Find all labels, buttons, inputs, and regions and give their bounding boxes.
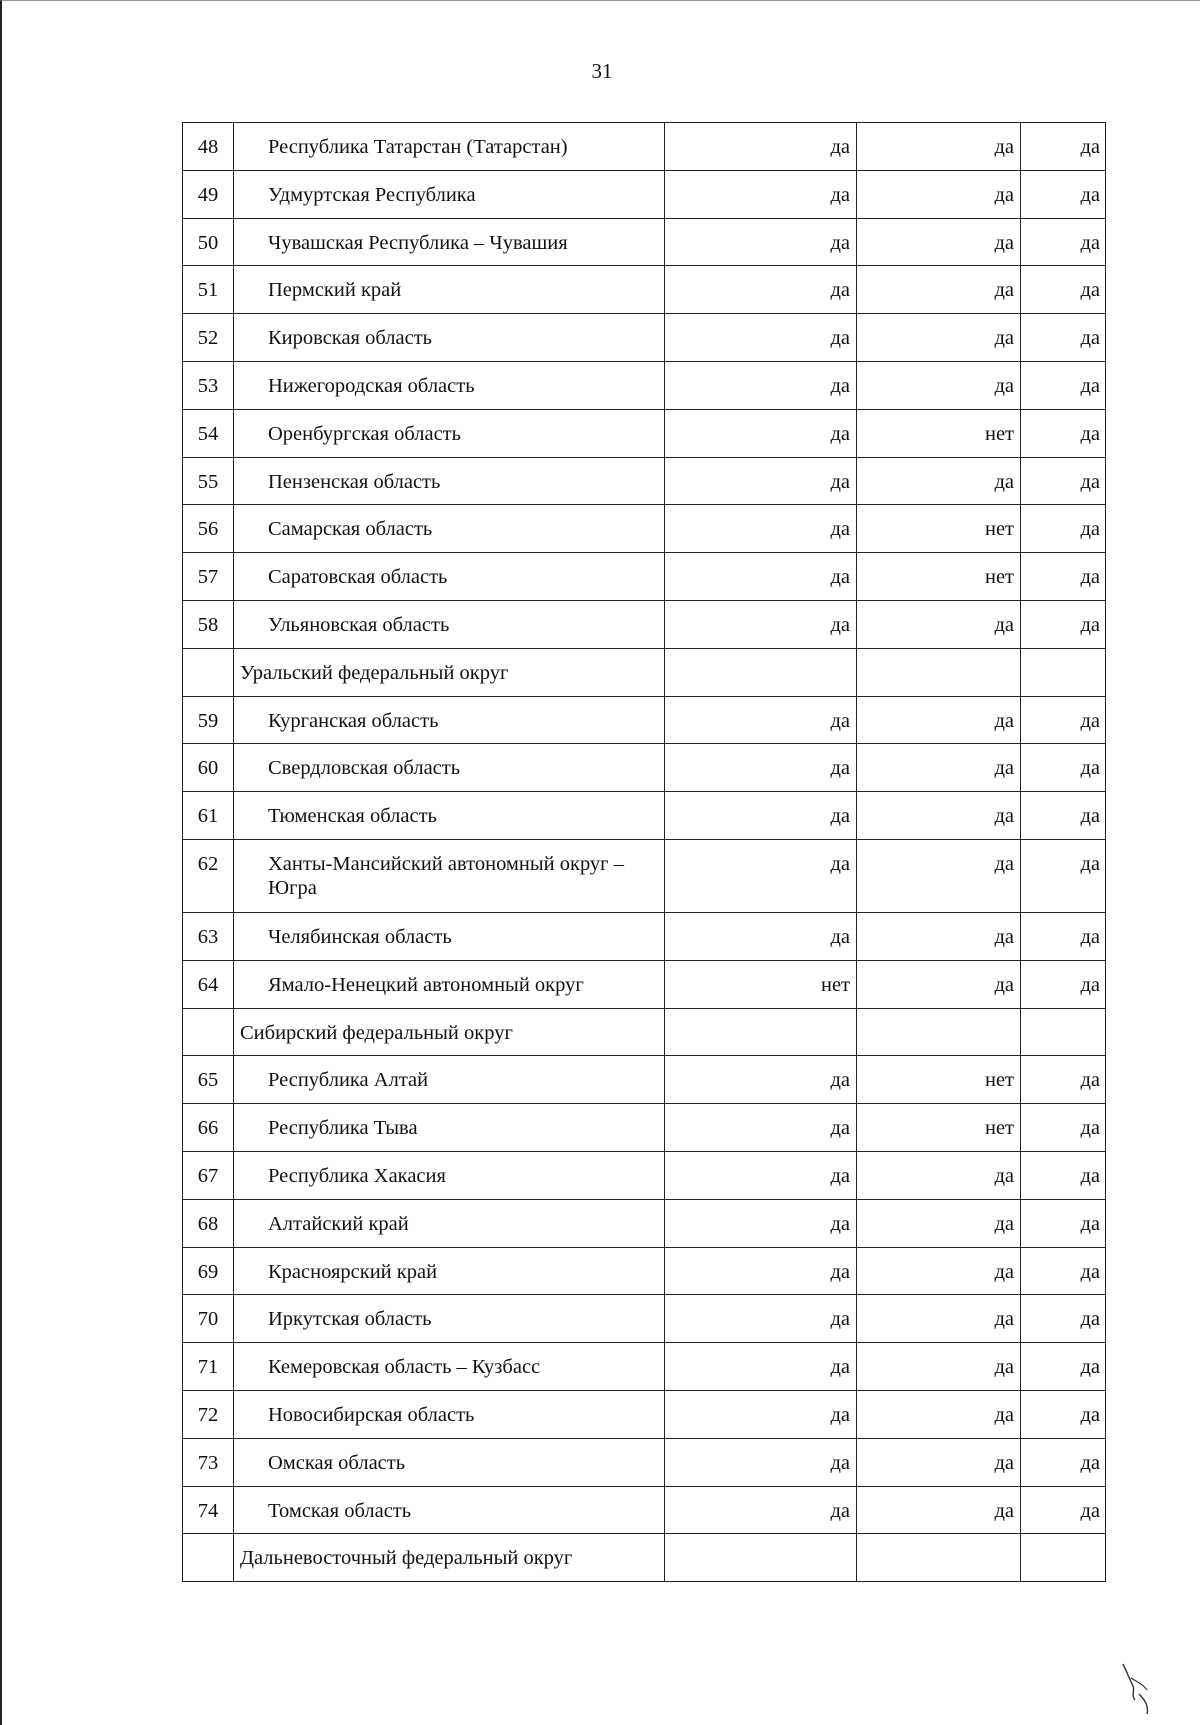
- table-row: [183, 1247, 1106, 1295]
- value-cell-col1: да: [665, 409, 857, 457]
- region-name-cell: Самарская область: [234, 505, 665, 553]
- region-name-cell: Тюменская область: [234, 792, 665, 840]
- value-cell-col3: да: [1021, 1199, 1106, 1247]
- value-cell-col1: да: [665, 361, 857, 409]
- value-cell-col1: да: [665, 600, 857, 648]
- value-cell-col3: [1021, 1534, 1106, 1582]
- value-cell-col3: да: [1021, 1295, 1106, 1343]
- region-name-cell: Республика Хакасия: [234, 1151, 665, 1199]
- value-cell-col3: да: [1021, 1151, 1106, 1199]
- row-number-cell: 58: [183, 600, 234, 648]
- value-cell-col1: да: [665, 1199, 857, 1247]
- region-name-cell: Красноярский край: [234, 1247, 665, 1295]
- value-cell-col2: да: [857, 266, 1021, 314]
- value-cell-col2: да: [857, 123, 1021, 171]
- row-number-cell: 56: [183, 505, 234, 553]
- table-row: [183, 1151, 1106, 1199]
- value-cell-col3: да: [1021, 361, 1106, 409]
- section-row: [183, 1008, 1106, 1056]
- value-cell-col3: да: [1021, 912, 1106, 960]
- value-cell-col3: да: [1021, 218, 1106, 266]
- region-name-cell: Томская область: [234, 1486, 665, 1534]
- row-number-cell: 48: [183, 123, 234, 171]
- table-row: [183, 409, 1106, 457]
- table-row: [183, 1199, 1106, 1247]
- value-cell-col3: да: [1021, 1343, 1106, 1391]
- row-number-cell: 59: [183, 696, 234, 744]
- value-cell-col2: да: [857, 1438, 1021, 1486]
- value-cell-col2: да: [857, 1343, 1021, 1391]
- table-row: [183, 744, 1106, 792]
- region-name-cell: Саратовская область: [234, 553, 665, 601]
- row-number-cell: 67: [183, 1151, 234, 1199]
- section-row: [183, 648, 1106, 696]
- page-number: 31: [591, 59, 613, 83]
- row-number-cell: 54: [183, 409, 234, 457]
- value-cell-col3: да: [1021, 409, 1106, 457]
- table-row: [183, 696, 1106, 744]
- value-cell-col1: да: [665, 123, 857, 171]
- value-cell-col2: да: [857, 314, 1021, 362]
- value-cell-col1: [665, 1534, 857, 1582]
- value-cell-col1: да: [665, 505, 857, 553]
- value-cell-col2: да: [857, 1486, 1021, 1534]
- value-cell-col1: да: [665, 457, 857, 505]
- value-cell-col2: да: [857, 218, 1021, 266]
- value-cell-col1: да: [665, 792, 857, 840]
- value-cell-col3: да: [1021, 744, 1106, 792]
- table-row: [183, 123, 1106, 171]
- value-cell-col2: да: [857, 1199, 1021, 1247]
- value-cell-col3: да: [1021, 1056, 1106, 1104]
- row-number-cell: [183, 1534, 234, 1582]
- value-cell-col3: да: [1021, 1486, 1106, 1534]
- section-title-cell: Дальневосточный федеральный округ: [234, 1534, 665, 1582]
- value-cell-col3: [1021, 1008, 1106, 1056]
- row-number-cell: 64: [183, 960, 234, 1008]
- region-name-cell: Республика Тыва: [234, 1104, 665, 1152]
- value-cell-col3: да: [1021, 457, 1106, 505]
- table-row: [183, 792, 1106, 840]
- row-number-cell: 70: [183, 1295, 234, 1343]
- row-number-cell: 60: [183, 744, 234, 792]
- row-number-cell: 61: [183, 792, 234, 840]
- value-cell-col3: да: [1021, 600, 1106, 648]
- value-cell-col1: [665, 1008, 857, 1056]
- value-cell-col2: [857, 648, 1021, 696]
- row-number-cell: [183, 648, 234, 696]
- row-number-cell: 72: [183, 1390, 234, 1438]
- value-cell-col3: да: [1021, 1104, 1106, 1152]
- row-number-cell: 69: [183, 1247, 234, 1295]
- table-row: [183, 218, 1106, 266]
- value-cell-col3: да: [1021, 553, 1106, 601]
- row-number-cell: 73: [183, 1438, 234, 1486]
- value-cell-col2: [857, 1008, 1021, 1056]
- row-number-cell: 62: [183, 839, 234, 912]
- table-row: [183, 1486, 1106, 1534]
- value-cell-col2: да: [857, 792, 1021, 840]
- value-cell-col2: да: [857, 696, 1021, 744]
- row-number-cell: 68: [183, 1199, 234, 1247]
- row-number-cell: 49: [183, 170, 234, 218]
- value-cell-col2: да: [857, 1295, 1021, 1343]
- value-cell-col1: да: [665, 1438, 857, 1486]
- row-number-cell: 66: [183, 1104, 234, 1152]
- section-row: [183, 1534, 1106, 1582]
- table-row: [183, 1438, 1106, 1486]
- table-row: [183, 1343, 1106, 1391]
- value-cell-col1: да: [665, 1104, 857, 1152]
- value-cell-col1: да: [665, 839, 857, 912]
- table-row: [183, 1295, 1106, 1343]
- value-cell-col1: да: [665, 1390, 857, 1438]
- value-cell-col3: да: [1021, 505, 1106, 553]
- value-cell-col2: да: [857, 1151, 1021, 1199]
- table-row: [183, 314, 1106, 362]
- value-cell-col2: да: [857, 457, 1021, 505]
- row-number-cell: 63: [183, 912, 234, 960]
- region-name-cell: Пермский край: [234, 266, 665, 314]
- value-cell-col2: нет: [857, 409, 1021, 457]
- row-number-cell: 53: [183, 361, 234, 409]
- value-cell-col2: нет: [857, 505, 1021, 553]
- value-cell-col1: да: [665, 1247, 857, 1295]
- value-cell-col3: да: [1021, 696, 1106, 744]
- value-cell-col3: да: [1021, 1438, 1106, 1486]
- value-cell-col3: да: [1021, 1247, 1106, 1295]
- value-cell-col3: да: [1021, 792, 1106, 840]
- region-name-cell: Кемеровская область – Кузбасс: [234, 1343, 665, 1391]
- value-cell-col1: да: [665, 1151, 857, 1199]
- table-row: [183, 839, 1106, 912]
- value-cell-col1: да: [665, 170, 857, 218]
- row-number-cell: 71: [183, 1343, 234, 1391]
- region-name-cell: Оренбургская область: [234, 409, 665, 457]
- table-row: [183, 1056, 1106, 1104]
- value-cell-col3: да: [1021, 266, 1106, 314]
- value-cell-col2: да: [857, 744, 1021, 792]
- value-cell-col2: да: [857, 960, 1021, 1008]
- value-cell-col2: нет: [857, 1056, 1021, 1104]
- value-cell-col3: да: [1021, 1390, 1106, 1438]
- region-name-cell: Курганская область: [234, 696, 665, 744]
- row-number-cell: 50: [183, 218, 234, 266]
- row-number-cell: 55: [183, 457, 234, 505]
- region-name-cell: Иркутская область: [234, 1295, 665, 1343]
- table-row: [183, 960, 1106, 1008]
- value-cell-col2: да: [857, 600, 1021, 648]
- value-cell-col1: нет: [665, 960, 857, 1008]
- value-cell-col2: [857, 1534, 1021, 1582]
- value-cell-col1: да: [665, 553, 857, 601]
- row-number-cell: 51: [183, 266, 234, 314]
- table-row: [183, 553, 1106, 601]
- table-row: [183, 505, 1106, 553]
- region-name-cell: Свердловская область: [234, 744, 665, 792]
- region-name-cell: Чувашская Республика – Чувашия: [234, 218, 665, 266]
- value-cell-col2: да: [857, 170, 1021, 218]
- region-name-cell: Республика Татарстан (Татарстан): [234, 123, 665, 171]
- value-cell-col1: да: [665, 912, 857, 960]
- region-name-cell: Пензенская область: [234, 457, 665, 505]
- value-cell-col1: да: [665, 744, 857, 792]
- table-row: [183, 1390, 1106, 1438]
- regions-table: [182, 122, 1106, 1582]
- value-cell-col2: да: [857, 839, 1021, 912]
- table-row: [183, 600, 1106, 648]
- row-number-cell: 74: [183, 1486, 234, 1534]
- value-cell-col1: да: [665, 1295, 857, 1343]
- row-number-cell: 57: [183, 553, 234, 601]
- region-name-cell: Ямало-Ненецкий автономный округ: [234, 960, 665, 1008]
- value-cell-col1: да: [665, 218, 857, 266]
- table-row: [183, 912, 1106, 960]
- value-cell-col1: да: [665, 696, 857, 744]
- region-name-cell: Новосибирская область: [234, 1390, 665, 1438]
- table-row: [183, 170, 1106, 218]
- region-name-cell: Ульяновская область: [234, 600, 665, 648]
- value-cell-col3: да: [1021, 123, 1106, 171]
- value-cell-col3: да: [1021, 170, 1106, 218]
- value-cell-col3: да: [1021, 314, 1106, 362]
- handwritten-initials-mark: [1117, 1656, 1177, 1716]
- table-row: [183, 1104, 1106, 1152]
- row-number-cell: 65: [183, 1056, 234, 1104]
- value-cell-col2: да: [857, 1390, 1021, 1438]
- value-cell-col3: [1021, 648, 1106, 696]
- row-number-cell: 52: [183, 314, 234, 362]
- value-cell-col2: да: [857, 912, 1021, 960]
- table-row: [183, 457, 1106, 505]
- value-cell-col1: да: [665, 1343, 857, 1391]
- value-cell-col2: да: [857, 1247, 1021, 1295]
- section-title-cell: Сибирский федеральный округ: [234, 1008, 665, 1056]
- value-cell-col2: нет: [857, 1104, 1021, 1152]
- value-cell-col3: да: [1021, 960, 1106, 1008]
- region-name-cell: Челябинская область: [234, 912, 665, 960]
- value-cell-col1: да: [665, 1056, 857, 1104]
- table-row: [183, 361, 1106, 409]
- value-cell-col1: [665, 648, 857, 696]
- region-name-cell: Ханты-Мансийский автономный округ – Югра: [234, 839, 665, 912]
- region-name-cell: Алтайский край: [234, 1199, 665, 1247]
- section-title-cell: Уральский федеральный округ: [234, 648, 665, 696]
- table-row: [183, 266, 1106, 314]
- value-cell-col1: да: [665, 314, 857, 362]
- region-name-cell: Нижегородская область: [234, 361, 665, 409]
- region-name-cell: Удмуртская Республика: [234, 170, 665, 218]
- value-cell-col3: да: [1021, 839, 1106, 912]
- row-number-cell: [183, 1008, 234, 1056]
- region-name-cell: Республика Алтай: [234, 1056, 665, 1104]
- value-cell-col1: да: [665, 266, 857, 314]
- value-cell-col2: да: [857, 361, 1021, 409]
- region-name-cell: Кировская область: [234, 314, 665, 362]
- regions-table-body: [183, 123, 1106, 1582]
- region-name-cell: Омская область: [234, 1438, 665, 1486]
- value-cell-col2: нет: [857, 553, 1021, 601]
- value-cell-col1: да: [665, 1486, 857, 1534]
